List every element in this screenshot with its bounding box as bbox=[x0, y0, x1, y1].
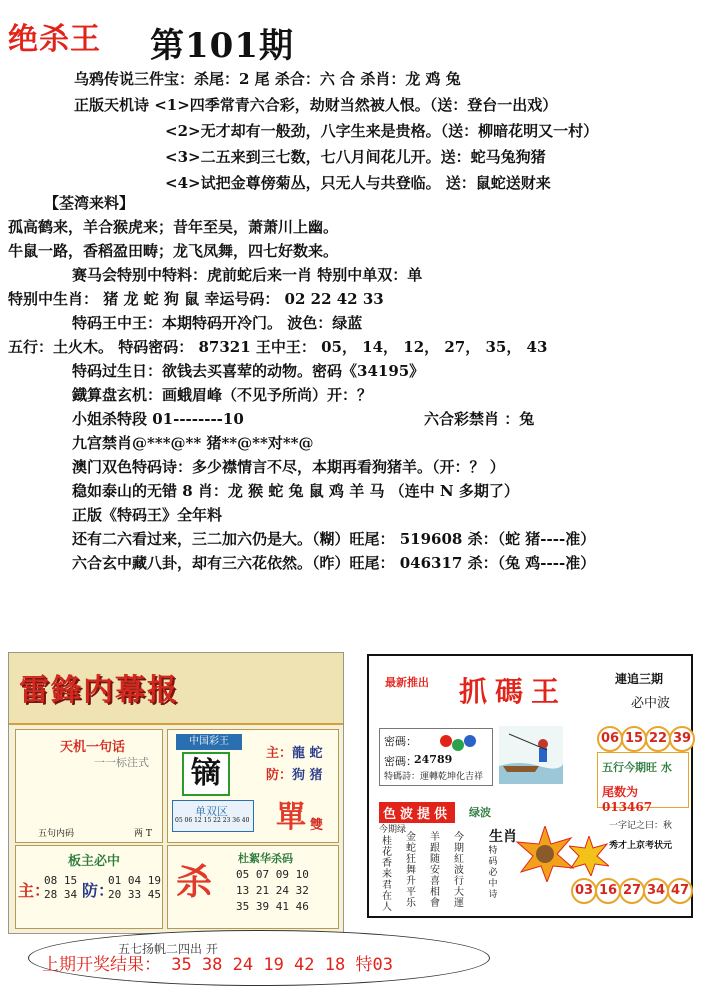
line-three-treasures: 乌鸦传说三件宝：杀尾：2 尾 杀合：六 合 杀肖：龙 鸡 兔 bbox=[74, 70, 461, 88]
body-line: 稳如泰山的无错 8 肖：龙 猴 蛇 兔 鼠 鸡 羊 马 （连中 N 多期了） bbox=[72, 482, 519, 500]
ball-top: 06 bbox=[597, 726, 623, 752]
ball-top: 15 bbox=[621, 726, 647, 752]
fang-label: 防： bbox=[266, 768, 293, 783]
last-result: 上期开奖结果： 35 38 24 19 42 18 特03 bbox=[42, 955, 393, 975]
gold-panel bbox=[167, 729, 339, 843]
bixing-fang-1: 01 04 19 bbox=[108, 874, 161, 887]
ball-top: 22 bbox=[645, 726, 671, 752]
body-line: 特码过生日：欲钱去买喜荤的动物。密码《34195》 bbox=[72, 362, 425, 380]
column-head: 今期绿 bbox=[379, 825, 407, 835]
tema-value: 運轉乾坤化吉祥 bbox=[420, 772, 484, 782]
gold-title: 中国彩王 bbox=[176, 734, 242, 750]
bixing-panel bbox=[15, 845, 163, 929]
cloud-text: 五七扬帆二四出 开 bbox=[118, 942, 218, 956]
body-line: 小姐杀特段 01--------10 bbox=[72, 410, 244, 428]
tianji-panel bbox=[15, 729, 163, 843]
ball-bottom: 16 bbox=[595, 878, 621, 904]
line-poem-3: <3>二五来到三七数，七八月间花儿开。送：蛇马兔狗猪 bbox=[165, 148, 546, 166]
line-poem-2: <2>无才却有一般劲，八字生来是贵格。（送：柳暗花明又一村） bbox=[165, 122, 599, 140]
tail-end: 两 T bbox=[134, 829, 152, 839]
streak-sub: 必中波 bbox=[631, 696, 671, 711]
leifeng-card bbox=[8, 652, 344, 934]
issue-number: 第101期 bbox=[150, 26, 294, 66]
color-title: 色波提供 bbox=[379, 802, 455, 823]
ball-bottom: 47 bbox=[667, 878, 693, 904]
bixing-fang-2: 20 33 45 bbox=[108, 888, 161, 901]
mima-box bbox=[379, 728, 493, 786]
tail-note: 五句内码 bbox=[38, 829, 75, 839]
ball-bottom: 27 bbox=[619, 878, 645, 904]
ball-bottom: 34 bbox=[643, 878, 669, 904]
tema-label: 特碼詩： bbox=[384, 772, 421, 782]
zhuama-card bbox=[367, 654, 693, 918]
fang-value: 狗 猪 bbox=[292, 768, 323, 783]
wuxing-label: 五行今期旺 水 bbox=[602, 761, 672, 774]
body-line: 六合彩禁肖 ：兔 bbox=[424, 410, 535, 428]
zodiac-poem: 特码必中诗 bbox=[488, 846, 498, 900]
body-line: 六合玄中藏八卦，却有三六花依然。（昨）旺尾： 046317 杀：（兔 鸡----准） bbox=[72, 554, 596, 572]
body-line: 牛鼠一路，香稻盈田畴；龙飞凤舞，四七好数来。 bbox=[8, 242, 339, 260]
poem-column: 金蛇狂舞升平乐 bbox=[406, 832, 416, 909]
zodiac-label: 单双区 bbox=[195, 805, 228, 818]
zodiac-box bbox=[172, 800, 254, 832]
body-line: 特别中生肖： 猪 龙 蛇 狗 鼠 幸运号码： 02 22 42 33 bbox=[8, 290, 384, 308]
body-line: 赛马会特别中特料：虎前蛇后来一肖 特别中单双：单 bbox=[72, 266, 423, 284]
body-line: 九宫禁肖@***@** 猪**@**对**@ bbox=[72, 434, 314, 452]
starburst-icon bbox=[515, 826, 575, 882]
kill-char: 杀 bbox=[176, 861, 213, 903]
poem-column: 桂花香来君在人 bbox=[382, 836, 392, 913]
green-ball-icon bbox=[452, 739, 464, 751]
zhuama-title: 抓碼王 bbox=[459, 675, 568, 708]
mima-value: 24789 bbox=[414, 753, 453, 766]
body-line: 孤高鹤来，羊合猴虎来；昔年至吴，萧萧川上幽。 bbox=[8, 218, 339, 236]
leifeng-title: 雷鋒内幕报 bbox=[19, 673, 179, 708]
kill-row: 05 07 09 10 bbox=[236, 868, 309, 881]
body-line: 五行：土火木。 特码密码： 87321 王中王： 05， 14， 12， 27， 35， 43 bbox=[8, 338, 548, 356]
mima-label: 密碼： bbox=[384, 755, 417, 768]
body-line: 鐡算盘玄机：画蛾眉峰（不见予所尚）开：？ bbox=[72, 386, 373, 404]
poem-column: 羊跟随安喜相會 bbox=[430, 832, 440, 909]
poem-label: 一字记之曰：秋 bbox=[609, 821, 673, 831]
body-line: 还有二六看过来，三二加六仍是大。（糊）旺尾： 519608 杀：（蛇 猪----准） bbox=[72, 530, 596, 548]
ball-bottom: 03 bbox=[571, 878, 597, 904]
gold-char: 镝 bbox=[182, 752, 230, 796]
zhu-label: 主： bbox=[266, 746, 293, 761]
bixing-nums-2: 28 34 bbox=[44, 888, 78, 901]
kill-panel bbox=[167, 845, 339, 929]
body-line: 正版《特码王》全年料 bbox=[72, 506, 223, 524]
bixing-fang: 防： bbox=[82, 881, 115, 900]
kill-row: 35 39 41 46 bbox=[236, 900, 309, 913]
kill-title: 杜絮华杀码 bbox=[238, 852, 293, 865]
line-poem-1: 正版天机诗 <1>四季常青六合彩，劫财当然被人恨。（送：登台一出戏） bbox=[74, 96, 558, 114]
kill-row: 13 21 24 32 bbox=[236, 884, 309, 897]
section-title: 【荃湾来料】 bbox=[44, 194, 135, 212]
tianji-sub: 一一标注式 bbox=[94, 756, 149, 769]
fishing-scene-icon bbox=[499, 726, 563, 784]
blue-ball-icon bbox=[464, 735, 476, 747]
poem-line: 秀才上京考状元 bbox=[609, 841, 673, 851]
zodiac-big: 生肖 bbox=[489, 829, 517, 845]
brand-title: 绝杀王 bbox=[8, 22, 101, 57]
body-line: 特码王中王：本期特码开冷门。 波色：绿蓝 bbox=[72, 314, 363, 332]
wuxing-box bbox=[597, 752, 689, 814]
tianji-title: 天机一句话 bbox=[60, 740, 126, 755]
bixing-nums-1: 08 15 bbox=[44, 874, 78, 887]
leifeng-header bbox=[9, 653, 343, 725]
weishu-label: 尾数为 013467 bbox=[602, 785, 653, 814]
starburst-small-icon bbox=[569, 836, 609, 876]
bixing-zhu: 主： bbox=[18, 881, 51, 900]
ball-top: 39 bbox=[669, 726, 695, 752]
body-line: 澳门双色特码诗：多少襟情言不尽，本期再看狗猪羊。（开：？ ） bbox=[72, 458, 505, 476]
streak-label: 連追三期 bbox=[615, 672, 664, 686]
bixing-title: 板主必中 bbox=[68, 854, 121, 869]
big-single-char: 單 bbox=[276, 800, 306, 835]
zhu-value: 龍 蛇 bbox=[292, 746, 323, 761]
mima-label-top: 密碼： bbox=[384, 735, 417, 748]
big-double-char: 雙 bbox=[310, 818, 324, 833]
color-value: 绿波 bbox=[469, 806, 491, 819]
poem-column: 今期紅波行大運 bbox=[454, 832, 464, 909]
latest-label: 最新推出 bbox=[385, 676, 429, 689]
line-poem-4: <4>试把金尊傍菊丛，只无人与共登临。 送：鼠蛇送财来 bbox=[165, 174, 551, 192]
red-ball-icon bbox=[440, 735, 452, 747]
zodiac-nums: 05 06 12 15 22 23 36 40 bbox=[175, 817, 250, 824]
